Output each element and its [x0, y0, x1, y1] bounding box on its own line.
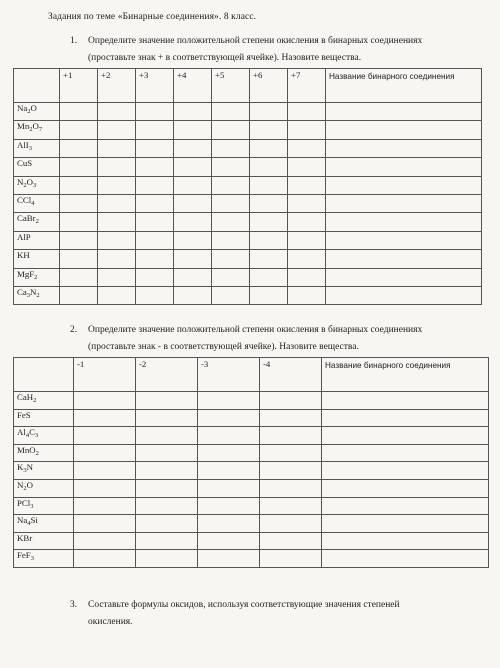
answer-cell[interactable]: [212, 213, 250, 231]
answer-cell[interactable]: [136, 121, 174, 139]
compound-name-cell[interactable]: [322, 515, 489, 533]
answer-cell[interactable]: [60, 139, 98, 157]
formula-subscript: 2: [27, 108, 31, 115]
table-row: [14, 213, 482, 231]
compound-formula: [14, 231, 60, 249]
column-header: -3: [198, 358, 260, 392]
page-heading: Задания по теме «Бинарные соединения». 8 класс.: [48, 12, 257, 22]
compound-name-cell[interactable]: [326, 121, 482, 139]
answer-cell[interactable]: [198, 427, 260, 445]
compound-formula: [14, 139, 60, 157]
answer-cell[interactable]: [288, 231, 326, 249]
answer-cell[interactable]: [260, 427, 322, 445]
answer-cell[interactable]: [212, 176, 250, 194]
answer-cell[interactable]: [260, 462, 322, 480]
table-row: [14, 139, 482, 157]
column-header: +3: [136, 69, 174, 103]
formula-subscript: 3: [23, 467, 27, 475]
compound-name-cell[interactable]: [322, 427, 489, 445]
compound-formula: [14, 515, 74, 533]
compound-formula: [14, 194, 60, 212]
answer-cell[interactable]: [288, 139, 326, 157]
compound-name-cell[interactable]: [326, 231, 482, 249]
compound-formula: [14, 550, 74, 568]
answer-cell[interactable]: [60, 286, 98, 304]
formula-subscript: 7: [38, 126, 43, 134]
compound-formula: [14, 444, 74, 462]
answer-cell[interactable]: [74, 532, 136, 550]
answer-cell[interactable]: [250, 194, 288, 212]
compound-formula: [14, 213, 60, 231]
formula-symbol: Na: [17, 103, 28, 113]
table-row: [14, 392, 489, 410]
table-row: [14, 176, 482, 194]
answer-cell[interactable]: [60, 121, 98, 139]
answer-cell[interactable]: [212, 250, 250, 268]
compound-name-cell[interactable]: [326, 103, 482, 121]
task3-line1: Составьте формулы оксидов, используя соответствующие значения степеней: [88, 600, 400, 610]
answer-cell[interactable]: [174, 231, 212, 249]
table-row: [14, 158, 482, 176]
formula-subscript: 2: [34, 273, 38, 281]
answer-cell[interactable]: [98, 121, 136, 139]
compound-formula: [14, 392, 74, 410]
answer-cell[interactable]: [288, 213, 326, 231]
compound-name-cell[interactable]: [326, 158, 482, 176]
table-row: [14, 550, 489, 568]
formula-symbol: KBr: [17, 532, 33, 543]
compound-name-cell[interactable]: [326, 139, 482, 157]
answer-cell[interactable]: [60, 158, 98, 176]
answer-cell[interactable]: [136, 268, 174, 286]
answer-cell[interactable]: [136, 194, 174, 212]
answer-cell[interactable]: [98, 286, 136, 304]
table-row: [14, 103, 482, 121]
answer-cell[interactable]: [174, 103, 212, 121]
answer-cell[interactable]: [174, 213, 212, 231]
answer-cell[interactable]: [212, 231, 250, 249]
answer-cell[interactable]: [60, 268, 98, 286]
formula-symbol: MnO: [17, 444, 36, 455]
task1-line1: Определите значение положительной степени окисления в бинарных соединениях: [88, 36, 423, 46]
answer-cell[interactable]: [174, 121, 212, 139]
table-row: [14, 194, 482, 212]
formula-subscript: 3: [28, 144, 32, 152]
formula-symbol: KH: [17, 250, 30, 261]
name-column-header: Название бинарного соединения: [322, 358, 489, 392]
answer-cell[interactable]: [136, 231, 174, 249]
answer-cell[interactable]: [250, 158, 288, 176]
answer-cell[interactable]: [250, 250, 288, 268]
answer-cell[interactable]: [212, 268, 250, 286]
answer-cell[interactable]: [250, 103, 288, 121]
answer-cell[interactable]: [198, 550, 260, 568]
task1-number: 1.: [70, 36, 78, 46]
compound-name-cell[interactable]: [326, 250, 482, 268]
answer-cell[interactable]: [288, 121, 326, 139]
formula-symbol: N: [17, 176, 24, 187]
answer-cell[interactable]: [174, 268, 212, 286]
compound-name-cell[interactable]: [322, 444, 489, 462]
table-task2: [13, 357, 489, 568]
answer-cell[interactable]: [250, 213, 288, 231]
answer-cell[interactable]: [98, 231, 136, 249]
formula-symbol: CCl: [17, 194, 32, 205]
answer-cell[interactable]: [250, 176, 288, 194]
table-row: [14, 121, 482, 139]
table-row: [14, 427, 489, 445]
answer-cell[interactable]: [74, 392, 136, 410]
answer-cell[interactable]: [74, 515, 136, 533]
answer-cell[interactable]: [198, 497, 260, 515]
answer-cell[interactable]: [288, 250, 326, 268]
table-task1: [13, 68, 482, 305]
formula-symbol: MgF: [17, 268, 35, 279]
compound-formula: [14, 158, 60, 176]
compound-formula: [14, 103, 60, 121]
answer-cell[interactable]: [260, 444, 322, 462]
header-row: [14, 69, 482, 103]
answer-cell[interactable]: [212, 103, 250, 121]
answer-cell[interactable]: [260, 409, 322, 427]
answer-cell[interactable]: [288, 268, 326, 286]
compound-formula: [14, 479, 74, 497]
compound-name-cell[interactable]: [322, 409, 489, 427]
answer-cell[interactable]: [212, 139, 250, 157]
formula-symbol: C: [29, 427, 35, 438]
answer-cell[interactable]: [288, 158, 326, 176]
compound-name-cell[interactable]: [322, 550, 489, 568]
answer-cell[interactable]: [98, 139, 136, 157]
answer-cell[interactable]: [260, 532, 322, 550]
compound-name-cell[interactable]: [326, 268, 482, 286]
answer-cell[interactable]: [212, 194, 250, 212]
answer-cell[interactable]: [250, 139, 288, 157]
answer-cell[interactable]: [98, 158, 136, 176]
task3-line2: окисления.: [88, 617, 133, 627]
formula-symbol: FeS: [17, 409, 31, 420]
formula-symbol: Al: [17, 427, 26, 438]
answer-cell[interactable]: [74, 479, 136, 497]
formula-subscript: 2: [35, 449, 39, 457]
answer-cell[interactable]: [136, 550, 198, 568]
answer-cell[interactable]: [198, 462, 260, 480]
answer-cell[interactable]: [212, 286, 250, 304]
formula-symbol: CaH: [17, 392, 34, 402]
table-row: [14, 479, 489, 497]
compound-name-cell[interactable]: [322, 392, 489, 410]
formula-subscript: 4: [25, 432, 30, 440]
answer-cell[interactable]: [174, 286, 212, 304]
compound-name-cell[interactable]: [326, 194, 482, 212]
answer-cell[interactable]: [212, 158, 250, 176]
answer-cell[interactable]: [260, 497, 322, 515]
compound-formula: [14, 250, 60, 268]
answer-cell[interactable]: [136, 158, 174, 176]
answer-cell[interactable]: [136, 479, 198, 497]
formula-symbol: CuS: [17, 158, 33, 169]
formula-subscript: 2: [29, 126, 33, 134]
answer-cell[interactable]: [136, 139, 174, 157]
column-header: -4: [260, 358, 322, 392]
answer-cell[interactable]: [288, 286, 326, 304]
answer-cell[interactable]: [136, 286, 174, 304]
task2-number: 2.: [70, 325, 78, 335]
task1-text: [70, 33, 422, 67]
answer-cell[interactable]: [98, 176, 136, 194]
table-row: [14, 286, 482, 304]
answer-cell[interactable]: [198, 392, 260, 410]
answer-cell[interactable]: [98, 213, 136, 231]
answer-cell[interactable]: [250, 231, 288, 249]
compound-name-cell[interactable]: [326, 286, 482, 304]
answer-cell[interactable]: [198, 532, 260, 550]
answer-cell[interactable]: [198, 515, 260, 533]
answer-cell[interactable]: [60, 194, 98, 212]
answer-cell[interactable]: [198, 444, 260, 462]
task2-text: [70, 322, 422, 356]
formula-subscript: 4: [27, 520, 31, 528]
formula-subscript: 3: [26, 291, 31, 299]
answer-cell[interactable]: [74, 427, 136, 445]
formula-symbol: K: [17, 462, 24, 473]
formula-subscript: 3: [34, 432, 39, 440]
answer-cell[interactable]: [136, 176, 174, 194]
task1-line2: (проставьте знак + в соответствующей ячейке). Назовите вещества.: [88, 53, 362, 63]
formula-symbol: O: [32, 121, 39, 132]
compound-name-cell[interactable]: [326, 213, 482, 231]
answer-cell[interactable]: [174, 194, 212, 212]
column-header: -1: [74, 358, 136, 392]
formula-symbol: AlI: [17, 139, 29, 150]
answer-cell[interactable]: [136, 497, 198, 515]
answer-cell[interactable]: [136, 462, 198, 480]
compound-name-cell[interactable]: [322, 532, 489, 550]
answer-cell[interactable]: [260, 550, 322, 568]
answer-cell[interactable]: [60, 231, 98, 249]
answer-cell[interactable]: [212, 121, 250, 139]
answer-cell[interactable]: [74, 444, 136, 462]
formula-subscript: 2: [33, 397, 37, 404]
compound-formula: [14, 497, 74, 515]
column-header: -2: [136, 358, 198, 392]
task3-number: 3.: [70, 600, 78, 610]
formula-subscript: 2: [23, 181, 27, 189]
task2-line1: Определите значение положительной степени окисления в бинарных соединениях: [88, 325, 423, 335]
formula-symbol: N: [26, 462, 33, 473]
answer-cell[interactable]: [198, 409, 260, 427]
answer-cell[interactable]: [60, 103, 98, 121]
answer-cell[interactable]: [174, 158, 212, 176]
compound-formula: [14, 532, 74, 550]
table-row: [14, 444, 489, 462]
table-row: [14, 409, 489, 427]
column-header: +7: [288, 69, 326, 103]
answer-cell[interactable]: [198, 479, 260, 497]
formula-symbol: O: [30, 103, 37, 113]
answer-cell[interactable]: [136, 250, 174, 268]
answer-cell[interactable]: [174, 250, 212, 268]
formula-symbol: AlP: [17, 231, 31, 242]
formula-symbol: O: [26, 176, 33, 187]
formula-symbol: CaBr: [17, 213, 36, 224]
task3-text: [70, 597, 400, 631]
compound-formula: [14, 286, 60, 304]
answer-cell[interactable]: [74, 462, 136, 480]
formula-symbol: Na: [17, 515, 28, 526]
table-row: [14, 462, 489, 480]
answer-cell[interactable]: [98, 268, 136, 286]
compound-formula: [14, 462, 74, 480]
corner-cell: [14, 358, 74, 392]
compound-name-cell[interactable]: [322, 497, 489, 515]
answer-cell[interactable]: [98, 103, 136, 121]
column-header: +2: [98, 69, 136, 103]
compound-formula: [14, 409, 74, 427]
table-row: [14, 250, 482, 268]
compound-name-cell[interactable]: [322, 479, 489, 497]
formula-symbol: O: [26, 479, 33, 490]
header-row: [14, 358, 489, 392]
column-header: +1: [60, 69, 98, 103]
compound-formula: [14, 121, 60, 139]
answer-cell[interactable]: [288, 194, 326, 212]
answer-cell[interactable]: [136, 515, 198, 533]
formula-symbol: FeF: [17, 550, 31, 561]
task2-line2: (проставьте знак - в соответствующей ячейке). Назовите вещества.: [88, 342, 359, 352]
column-header: +4: [174, 69, 212, 103]
column-header: +5: [212, 69, 250, 103]
answer-cell[interactable]: [60, 176, 98, 194]
compound-formula: [14, 176, 60, 194]
formula-subscript: 2: [35, 218, 39, 226]
answer-cell[interactable]: [250, 121, 288, 139]
formula-subscript: 4: [31, 199, 35, 207]
answer-cell[interactable]: [74, 550, 136, 568]
answer-cell[interactable]: [174, 176, 212, 194]
formula-symbol: PCl: [17, 497, 31, 508]
answer-cell[interactable]: [136, 427, 198, 445]
corner-cell: [14, 69, 60, 103]
name-column-header: Название бинарного соединения: [326, 69, 482, 103]
formula-symbol: Mn: [17, 121, 30, 132]
compound-formula: [14, 427, 74, 445]
column-header: +6: [250, 69, 288, 103]
answer-cell[interactable]: [174, 139, 212, 157]
answer-cell[interactable]: [136, 392, 198, 410]
formula-symbol: Si: [30, 515, 38, 526]
compound-name-cell[interactable]: [322, 462, 489, 480]
answer-cell[interactable]: [136, 532, 198, 550]
formula-symbol: N: [17, 479, 24, 490]
formula-symbol: Ca: [17, 286, 27, 297]
answer-cell[interactable]: [74, 497, 136, 515]
compound-formula: [14, 268, 60, 286]
answer-cell[interactable]: [260, 515, 322, 533]
answer-cell[interactable]: [260, 479, 322, 497]
answer-cell[interactable]: [136, 103, 174, 121]
answer-cell[interactable]: [60, 213, 98, 231]
formula-symbol: N: [30, 286, 37, 297]
answer-cell[interactable]: [250, 268, 288, 286]
table-row: [14, 497, 489, 515]
answer-cell[interactable]: [98, 250, 136, 268]
table-row: [14, 231, 482, 249]
answer-cell[interactable]: [250, 286, 288, 304]
table-row: [14, 532, 489, 550]
formula-subscript: 2: [36, 291, 40, 299]
formula-subscript: 3: [30, 502, 34, 510]
answer-cell[interactable]: [288, 103, 326, 121]
table-row: [14, 268, 482, 286]
answer-cell[interactable]: [260, 392, 322, 410]
answer-cell[interactable]: [136, 444, 198, 462]
answer-cell[interactable]: [136, 409, 198, 427]
answer-cell[interactable]: [74, 409, 136, 427]
formula-subscript: 2: [23, 484, 27, 492]
table-row: [14, 515, 489, 533]
formula-subscript: 3: [32, 181, 37, 189]
answer-cell[interactable]: [98, 194, 136, 212]
answer-cell[interactable]: [60, 250, 98, 268]
answer-cell[interactable]: [136, 213, 174, 231]
formula-subscript: 3: [30, 555, 34, 563]
answer-cell[interactable]: [288, 176, 326, 194]
compound-name-cell[interactable]: [326, 176, 482, 194]
